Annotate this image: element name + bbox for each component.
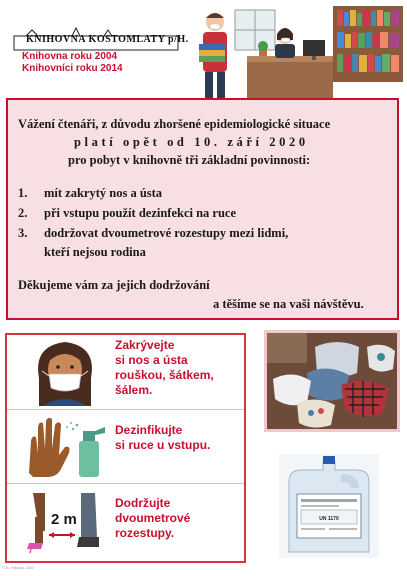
rules-card: [5, 333, 246, 563]
distance-line-1: Dodržujte: [115, 496, 171, 510]
distance-line-3: rozestupy.: [115, 526, 175, 540]
library-name: KNIHOVNA KOSTOMLATY p/H.: [26, 34, 189, 45]
notice-valid-date: platí opět od 10. září 2020: [74, 135, 309, 149]
photo-disinfectant-canister: [279, 454, 379, 558]
canister-label-code: UN 1170: [319, 516, 339, 522]
rule-text-3: dodržovat dvoumetrové rozestupy mezi lidmi,: [44, 226, 289, 240]
notice-greeting: Vážení čtenáři, z důvodu zhoršené epidemiologické situace: [18, 117, 331, 131]
mask-line-4: šálem.: [115, 383, 153, 397]
notice-intro: pro pobyt v knihovně tři základní povinnosti:: [68, 153, 311, 167]
illustration-credit: © Ilu. Hlasová, 2020: [2, 566, 34, 570]
library-scene-illustration: [185, 2, 405, 102]
rule-text-1: mít zakrytý nos a ústa: [44, 186, 163, 200]
thanks-line-2: a těšíme se na vaši návštěvu.: [213, 297, 364, 311]
face-masks-image: [267, 333, 397, 429]
face-mask-icon: [25, 338, 105, 406]
rule-row-distance: [7, 483, 244, 557]
rule-number-1: 1.: [18, 186, 28, 200]
rule-row-mask: [7, 335, 244, 410]
canister-image: [279, 454, 379, 558]
photo-face-masks: [264, 330, 400, 432]
distance-label: 2 m: [51, 511, 77, 528]
rule-row-disinfect: [7, 409, 244, 484]
mask-line-3: rouškou, šátkem,: [115, 368, 214, 382]
disinfection-icon: [21, 413, 107, 479]
rule-number-3: 3.: [18, 226, 28, 240]
mask-line-1: Zakrývejte: [115, 338, 175, 352]
thanks-line-1: Děkujeme vám za jejich dodržování: [18, 278, 210, 292]
rule-text-3-continued: kteří nejsou rodina: [44, 245, 146, 259]
award-librarians-2014: Knihovníci roku 2014: [22, 63, 123, 74]
distance-line-2: dvoumetrové: [115, 511, 191, 525]
disinfect-line-1: Dezinfikujte: [115, 423, 183, 437]
award-library-2004: Knihovna roku 2004: [22, 51, 118, 62]
rule-number-2: 2.: [18, 206, 28, 220]
mask-line-2: si nos a ústa: [115, 353, 188, 367]
disinfect-line-2: si ruce u vstupu.: [115, 438, 211, 452]
rule-text-2: při vstupu použít dezinfekci na ruce: [44, 206, 237, 220]
